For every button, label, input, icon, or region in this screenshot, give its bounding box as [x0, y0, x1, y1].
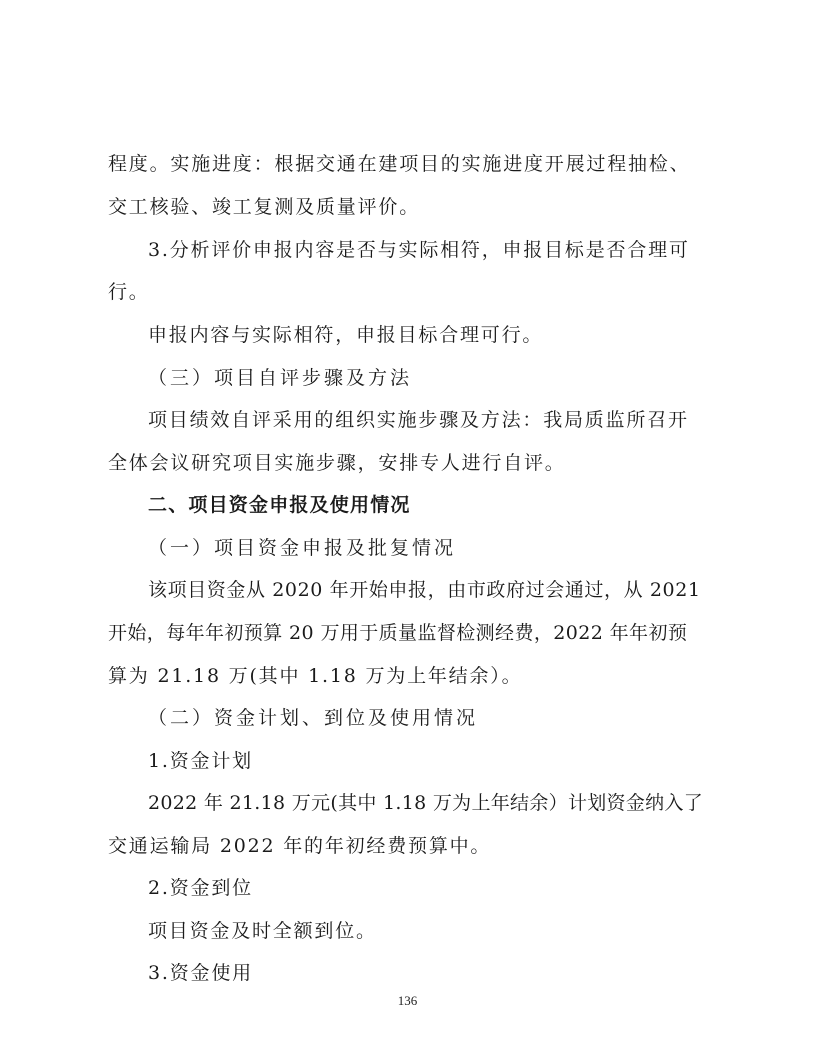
text-line: 程度。实施进度：根据交通在建项目的实施进度开展过程抽检、: [108, 153, 691, 175]
text-line: 申报内容与实际相符，申报目标合理可行。: [148, 324, 544, 346]
text-line: 项目资金及时全额到位。: [148, 920, 377, 942]
text-line: 交工核验、竣工复测及质量评价。: [108, 196, 421, 218]
text-line: 1.资金计划: [148, 750, 253, 772]
text-line: 交通运输局 2022 年的年初经费预算中。: [108, 835, 492, 857]
page-number: 136: [397, 993, 418, 1008]
section-subheading: （二）资金计划、到位及使用情况: [148, 707, 479, 729]
section-subheading: （一）项目资金申报及批复情况: [148, 537, 457, 559]
text-line: 开始，每年年初预算 20 万用于质量监督检测经费，2022 年年初预: [108, 622, 688, 644]
text-line: 3.资金使用: [148, 962, 253, 984]
section-heading: 二、项目资金申报及使用情况: [148, 494, 411, 516]
text-line: 全体会议研究项目实施步骤，安排专人进行自评。: [108, 452, 566, 474]
text-line: 项目绩效自评采用的组织实施步骤及方法：我局质监所召开: [148, 409, 689, 431]
text-line: 行。: [108, 281, 150, 303]
text-line: 2022 年 21.18 万元(其中 1.18 万为上年结余）计划资金纳入了: [148, 792, 704, 814]
section-subheading: （三）项目自评步骤及方法: [148, 367, 413, 389]
text-line: 2.资金到位: [148, 877, 253, 899]
text-line: 该项目资金从 2020 年开始申报，由市政府过会通过，从 2021: [148, 579, 701, 601]
text-line: 3.分析评价申报内容是否与实际相符，申报目标是否合理可: [148, 239, 690, 261]
text-line: 算为 21.18 万(其中 1.18 万为上年结余）。: [108, 665, 523, 687]
